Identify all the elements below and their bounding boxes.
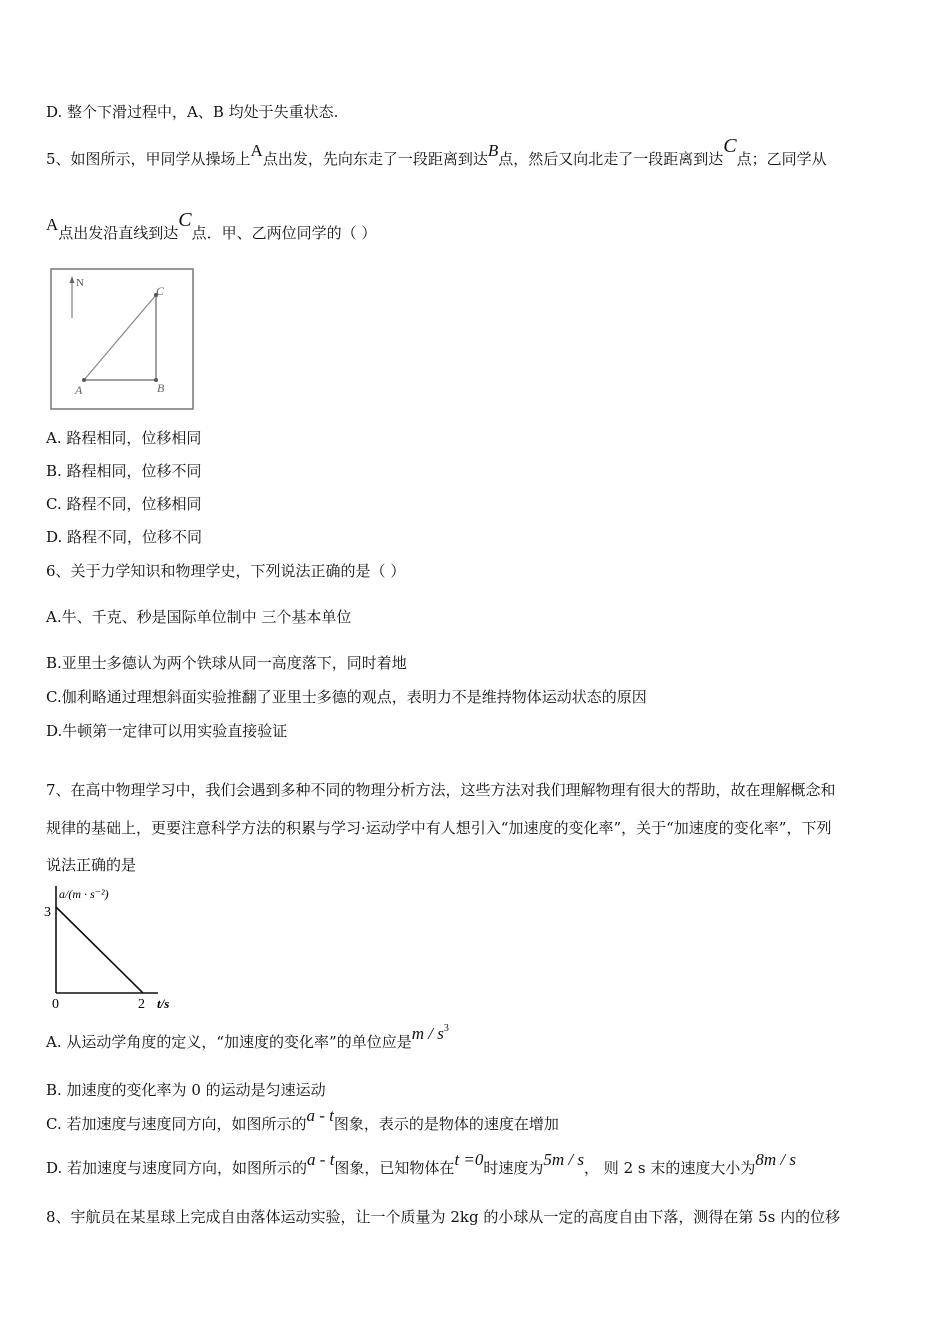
q5-stem-line2: A点出发沿直线到达C点．甲、乙两位同学的（ ） [46, 209, 377, 242]
y-axis-label: a/(m · s⁻²) [59, 887, 109, 901]
point-a: A [250, 141, 263, 160]
q6-option-c: C.伽利略通过理想斜面实验推翻了亚里士多德的观点，表明力不是维持物体运动状态的原因 [46, 688, 647, 706]
unit-m-s3: m / $s^3$ [411, 1023, 449, 1043]
q6-option-d: D.牛顿第一定律可以用实验直接验证 [46, 722, 288, 740]
segment-ac [84, 295, 156, 380]
point-c: C [178, 209, 192, 231]
dot-a [82, 378, 86, 382]
q4-option-d: D. 整个下滑过程中，A、B 均处于失重状态. [46, 103, 339, 121]
series-line [56, 907, 143, 993]
point-c: C [723, 135, 737, 157]
q7-stem-line2: 规律的基础上，更要注意科学方法的积累与学习·运动学中有人想引入“加速度的变化率”，关于“加速度的变化率”，下列 [46, 819, 832, 837]
q7-option-b: B. 加速度的变化率为 0 的运动是匀速运动 [46, 1081, 326, 1099]
point-b: B [487, 141, 499, 160]
q6-stem: 6、关于力学知识和物理学史，下列说法正确的是（ ） [46, 562, 406, 580]
initial-velocity: 5m / s [543, 1150, 585, 1169]
q8-stem-line1: 8、宇航员在某星球上完成自由落体运动实验，让一个质量为 2kg 的小球从一定的高度自由下落，测得在第 5s 内的位移 [46, 1208, 841, 1226]
q7-option-d: D. 若加速度与速度同方向，如图所示的a - t图象，已知物体在t =0时速度为5m / s， 则 2 s 末的速度大小为8m / s [46, 1150, 796, 1177]
q6-option-b: B.亚里士多德认为两个铁球从同一高度落下，同时着地 [46, 654, 407, 672]
north-label: N [76, 277, 84, 289]
q5-option-a: A. 路程相同，位移相同 [46, 429, 202, 447]
q7-at-chart [40, 880, 190, 1015]
final-velocity: 8m / s [755, 1150, 796, 1169]
q5-figure [50, 268, 195, 411]
x-axis-label: t/s [157, 996, 170, 1011]
label-a: A [75, 383, 83, 397]
label-c: C [156, 284, 165, 298]
q6-option-a: A.牛、千克、秒是国际单位制中 三个基本单位 [46, 608, 352, 626]
a-t-symbol: a - t [307, 1150, 335, 1169]
a-t-symbol: a - t [306, 1106, 334, 1125]
q5-option-c: C. 路程不同，位移相同 [46, 495, 202, 513]
q7-option-c: C. 若加速度与速度同方向，如图所示的a - t图象，表示的是物体的速度在增加 [46, 1106, 559, 1133]
label-b: B [157, 381, 165, 395]
north-arrow-head [70, 276, 75, 283]
tick-label-y-3: 3 [44, 905, 51, 920]
point-a: A [46, 215, 59, 234]
t-zero: t =0 [454, 1150, 484, 1169]
tick-label-x-2: 2 [138, 997, 145, 1012]
q7-stem-line3: 说法正确的是 [46, 856, 137, 874]
tick-label-x-0: 0 [52, 997, 59, 1012]
q5-stem-line1: 5、如图所示，甲同学从操场上A点出发，先向东走了一段距离到达B点，然后又向北走了一段距离到达C点；乙同学从 [46, 135, 827, 168]
q7-stem-line1: 7、在高中物理学习中，我们会遇到多种不同的物理分析方法，这些方法对我们理解物理有很大的帮助，故在理解概念和 [46, 781, 836, 799]
q5-option-d: D. 路程不同，位移不同 [46, 528, 203, 546]
q7-option-a: A. 从运动学角度的定义，“加速度的变化率”的单位应是m / $s^3$ [46, 1023, 449, 1051]
q5-option-b: B. 路程相同，位移不同 [46, 462, 202, 480]
